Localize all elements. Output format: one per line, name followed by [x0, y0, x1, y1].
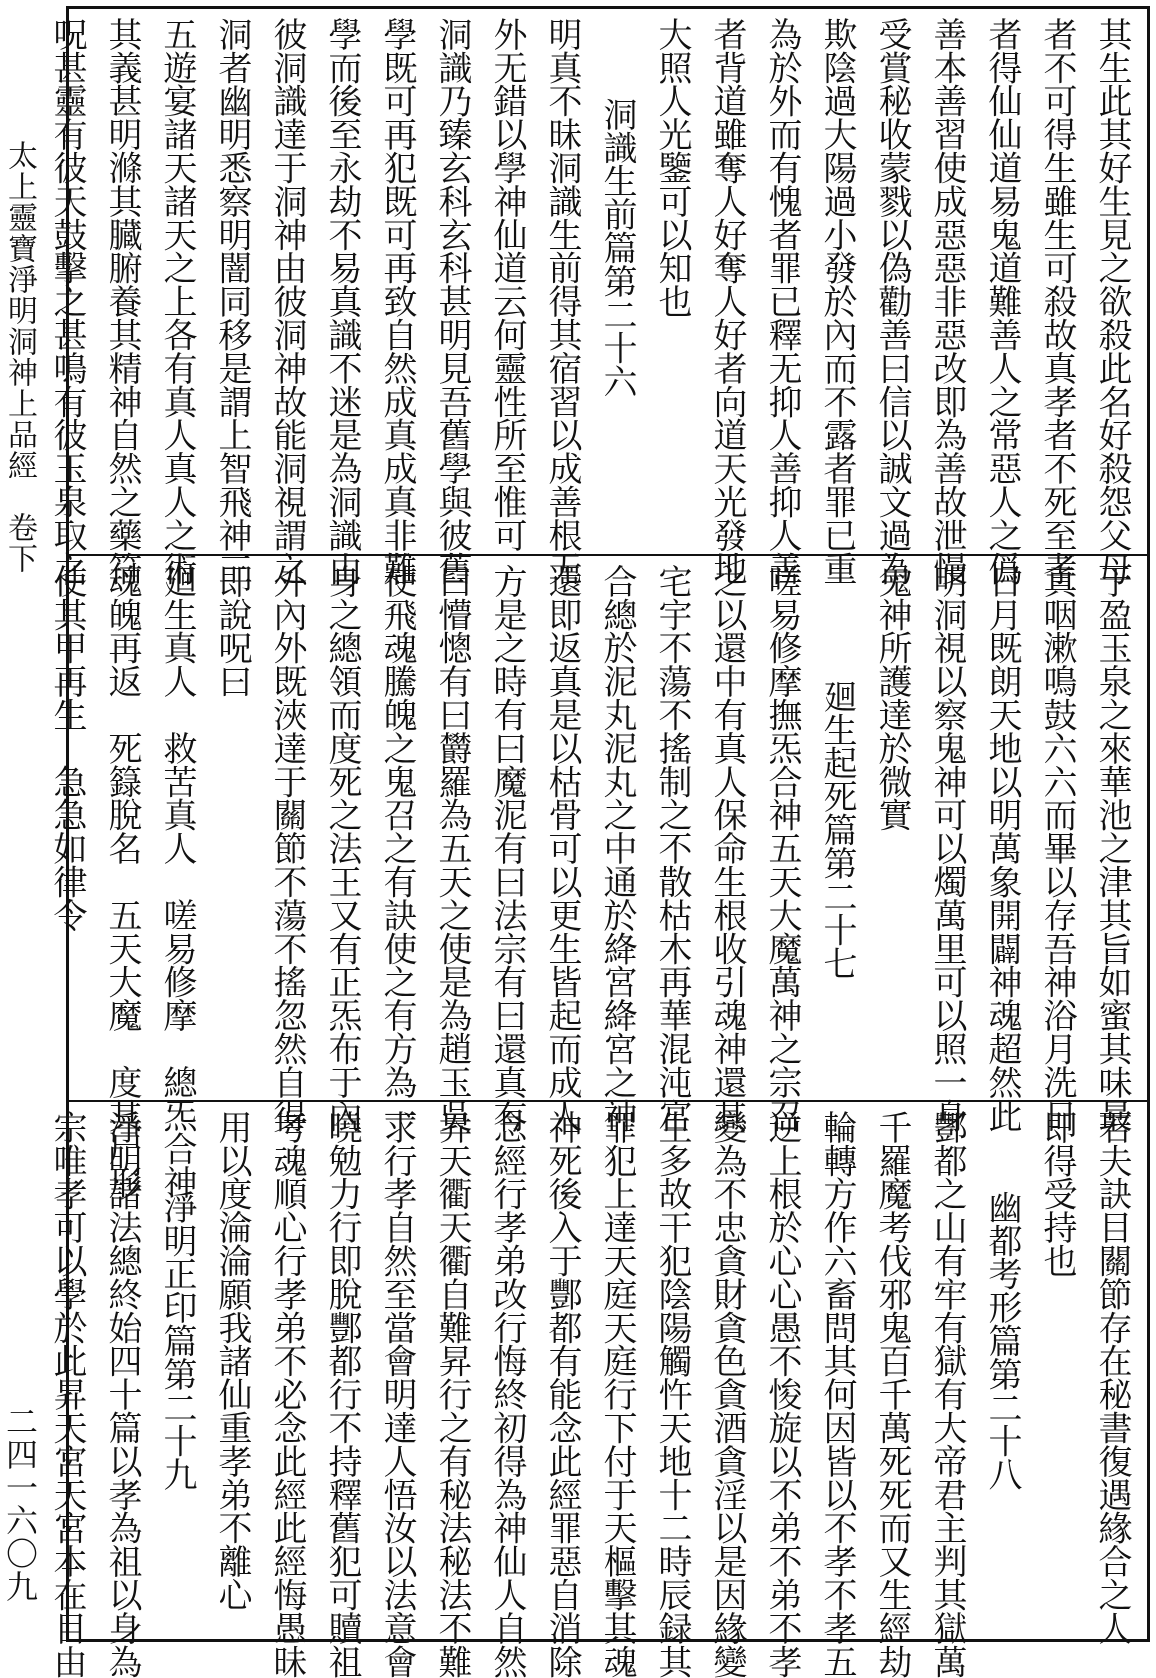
text-line: 輪轉方作六畜問其何因皆以不孝不孝五	[817, 1110, 857, 1678]
incantation-line: 廻生真人 救苦真人 嗟易修摩 總炁合神	[157, 564, 197, 1199]
text-line: 五遊宴諸天諸天之上各有真人真人之術	[157, 17, 197, 585]
text-line: 欺陰過大陽過小發於內而不露者罪已重	[817, 17, 857, 585]
text-line: 者得仙仙道易鬼道難善人之常惡人之僞	[982, 17, 1022, 585]
page-frame	[47, 6, 1150, 1678]
text-block	[39, 1110, 1139, 1678]
incantation-line: 魂魄再返 死籙脫名 五天大魔 度其尸形	[102, 564, 142, 1199]
text-line: 明真不昧洞識生前得其宿習以成善根无	[542, 17, 582, 585]
text-line: 宅宇不蕩不搖制之不散枯木再華混沌宮	[652, 564, 692, 1132]
text-line: 逆上根於心心愚不悛旋以不弟不弟不孝	[762, 1110, 802, 1678]
text-line: 生多故干犯陰陽觸忤天地十二時辰録其	[652, 1110, 692, 1678]
text-line: 學而後至永劫不易真識不迷是為洞識由	[322, 17, 362, 585]
text-line: 之以還中有真人保命生根收引魂神還其	[707, 564, 747, 1132]
text-line: 宗唯孝可以學於此昇天宮天宮本在目由	[47, 1110, 87, 1678]
section-heading: 淨明正印篇第二十九	[157, 1190, 197, 1491]
text-line: 學既可再犯既可再致自然成真成真非難	[377, 17, 417, 585]
running-title: 太上靈寶淨明洞神上品經 卷下	[2, 140, 37, 574]
text-line: 為於外而有愧者罪已釋无抑人善抑人善	[762, 17, 802, 585]
text-line: 嗟易修摩撫炁合神五天大魔萬神之宗召	[762, 564, 802, 1132]
text-line: 明洞視以察鬼神可以燭萬里可以照一身	[927, 564, 967, 1132]
text-line: 千羅魔考伐邪鬼百千萬死死而又生經劫	[872, 1110, 912, 1678]
text-line: 念經行孝弟改行悔終初得為神仙人自然	[487, 1110, 527, 1678]
text-line: 考魂順心行孝弟不必念此經此經悔愚昧	[267, 1110, 307, 1678]
text-line: 外內外既浹達于關節不蕩不搖忽然自得	[267, 564, 307, 1132]
text-line: 酆都之山有牢有獄有大帝君主判其獄萬	[927, 1110, 967, 1678]
section-heading: 廻生起死篇第二十七	[817, 679, 857, 980]
text-line: 呪甚靈有彼天鼓擊之甚鳴有彼玉泉取之	[47, 17, 87, 585]
text-line: 洞者幽明悉察明闇同移是謂上智飛神三	[212, 17, 252, 585]
text-line: 曉勉力行即脫酆都行不持釋舊犯可贖祖	[322, 1110, 362, 1678]
text-line: 若夫訣目關節存在秘書復遇緣合之人	[1092, 1110, 1132, 1645]
text-line: 受賞秘收蒙戮以偽勸善曰信以誠文過為	[872, 17, 912, 585]
text-line: 用以度淪淪願我諸仙重孝弟不離心	[212, 1110, 252, 1612]
text-line: 求行孝自然至當會明達人悟汝以法意會	[377, 1110, 417, 1678]
text-line: 洞識乃臻玄科玄科甚明見吾舊學與彼舊	[432, 17, 472, 585]
text-panel-top	[47, 9, 1147, 585]
text-line: 變為不忠貪財貪色貪酒貪淫以是因緣變	[707, 1110, 747, 1678]
text-line: 者背道雖奪人好奪人好者向道天光發地	[707, 17, 747, 585]
text-line: 日月既朗天地以明萬象開闢神魂超然此	[982, 564, 1022, 1132]
section-heading: 幽都考形篇第二十八	[982, 1190, 1022, 1491]
text-line: 方是之時有曰魔泥有曰法宗有曰還真有	[487, 564, 527, 1132]
text-line: 合總於泥丸泥丸之中通於絳宮絳宮之神	[597, 564, 637, 1132]
text-panel-bottom	[47, 1100, 1147, 1678]
text-line: 大照人光鑒可以知也	[652, 17, 692, 318]
text-line: 彼洞識達于洞神由彼洞神故能洞視謂之	[267, 17, 307, 585]
text-block	[39, 17, 1139, 585]
page-number: 二四一六〇九	[1, 1405, 39, 1603]
text-line: 其義甚明滌其臓腑養其精神自然之藥符	[102, 17, 142, 585]
text-line: 曰懵憁有曰欝羅為五天之使是為趙玉吳	[432, 564, 472, 1132]
text-line: 其生此其好生見之欲殺此名好殺怨父母	[1092, 17, 1132, 585]
text-line: 神死後入于酆都有能念此經罪惡自消除	[542, 1110, 582, 1678]
text-line: 真咽漱鳴鼓六六而畢以存吾神浴月洗日	[1037, 564, 1077, 1132]
text-line: 罪犯上達天庭天庭行下付于天樞擊其魂	[597, 1110, 637, 1678]
text-line: 還即返真是以枯骨可以更生皆起而成人	[542, 564, 582, 1132]
incantation-intro: 即說呪曰	[212, 564, 252, 698]
text-line: 即得受持也	[1037, 1110, 1077, 1278]
section-heading: 洞識生前篇第二十六	[597, 97, 637, 398]
text-line: 者不可得生雖生可殺故真孝者不死至孝	[1037, 17, 1077, 585]
text-line: 于盈玉泉之來華池之津其旨如蜜其味最	[1092, 564, 1132, 1132]
text-line: 鬼神所護達於微實	[872, 564, 912, 832]
text-line: 昇天衢天衢自難昇行之有秘法秘法不難	[432, 1110, 472, 1678]
text-line: 善本善習使成惡惡非惡改即為善故泄慢	[927, 17, 967, 585]
text-line: 身之總領而度死之法王又有正炁布于內	[322, 564, 362, 1132]
text-line: 外无錯以學神仙道云何靈性所至惟可	[487, 17, 527, 552]
text-line: 淨明諸法總終始四十篇以孝為祖以身為	[102, 1110, 142, 1678]
incantation-line: 使其甲再生 急急如律令	[47, 564, 87, 932]
text-line: 使飛魂騰魄之鬼召之有訣使之有方為一	[377, 564, 417, 1132]
